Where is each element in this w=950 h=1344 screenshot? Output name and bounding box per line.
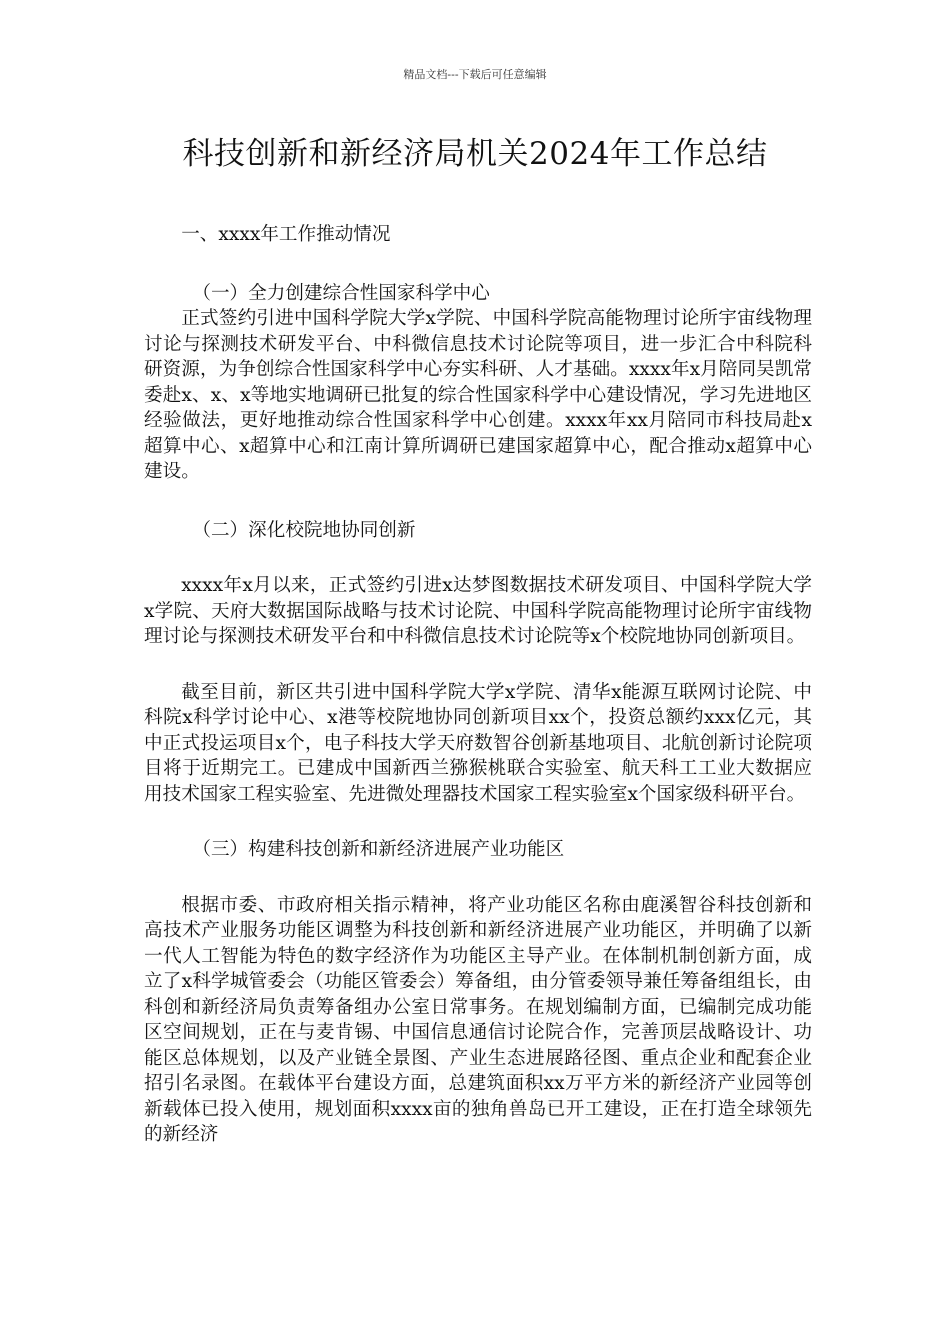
header-note: 精品文档---下载后可任意编辑 xyxy=(403,68,547,81)
paragraph: 正式签约引进中国科学院大学x学院、中国科学院高能物理讨论所宇宙线物理讨论与探测技术研发平台、中科微信息技术讨论院等项目，进一步汇合中科院科研资源，为争创综合性国家科学中心夯实科研、人才基础。xxxx年x月陪同吴凯常委赴x、x、x等地实地调研已批复的综合性国家科学中心建设情况，学习先进地区经验做法，更好地推动综合性国家科学中心创建。xxxx年xx月陪同市科技局赴x超算中心、x超算中心和江南计算所调研已建国家超算中心，配合推动x超算中心建设。 xyxy=(144,308,812,482)
section-heading: 一、xxxx年工作推动情况 xyxy=(181,224,391,245)
paragraph: 截至目前，新区共引进中国科学院大学x学院、清华x能源互联网讨论院、中科院x科学讨论中心、x港等校院地协同创新项目xx个，投资总额约xxx亿元，其中正式投运项目x个，电子科技大学天府数智谷创新基地项目、北航创新讨论院项目将于近期完工。已建成中国新西兰猕猴桃联合实验室、航天科工工业大数据应用技术国家工程实验室、先进微处理器技术国家工程实验室x个国家级科研平台。 xyxy=(144,681,812,805)
document-title: 科技创新和新经济局机关2024年工作总结 xyxy=(182,136,768,172)
paragraph: xxxx年x月以来，正式签约引进x达梦图数据技术研发项目、中国科学院大学x学院、天府大数据国际战略与技术讨论院、中国科学院高能物理讨论所宇宙线物理讨论与探测技术研发平台和中科微信息技术讨论院等x个校院地协同创新项目。 xyxy=(144,575,812,647)
subsection-heading: （三）构建科技创新和新经济进展产业功能区 xyxy=(192,839,565,860)
paragraph: 根据市委、市政府相关指示精神，将产业功能区名称由鹿溪智谷科技创新和高技术产业服务功能区调整为科技创新和新经济进展产业功能区，并明确了以新一代人工智能为特色的数字经济作为功能区主导产业。在体制机制创新方面，成立了x科学城管委会（功能区管委会）筹备组，由分管委领导兼任筹备组组长，由科创和新经济局负责筹备组办公室日常事务。在规划编制方面，已编制完成功能区空间规划，正在与麦肯锡、中国信息通信讨论院合作，完善顶层战略设计、功能区总体规划，以及产业链全景图、产业生态进展路径图、重点企业和配套企业招引名录图。在载体平台建设方面，总建筑面积xx万平方米的新经济产业园等创新载体已投入使用，规划面积xxxx亩的独角兽岛已开工建设，正在打造全球领先的新经济 xyxy=(144,894,812,1145)
document-body xyxy=(144,222,812,1148)
subsection-heading: （二）深化校院地协同创新 xyxy=(192,519,416,541)
subsection-heading: （一）全力创建综合性国家科学中心 xyxy=(192,282,490,304)
